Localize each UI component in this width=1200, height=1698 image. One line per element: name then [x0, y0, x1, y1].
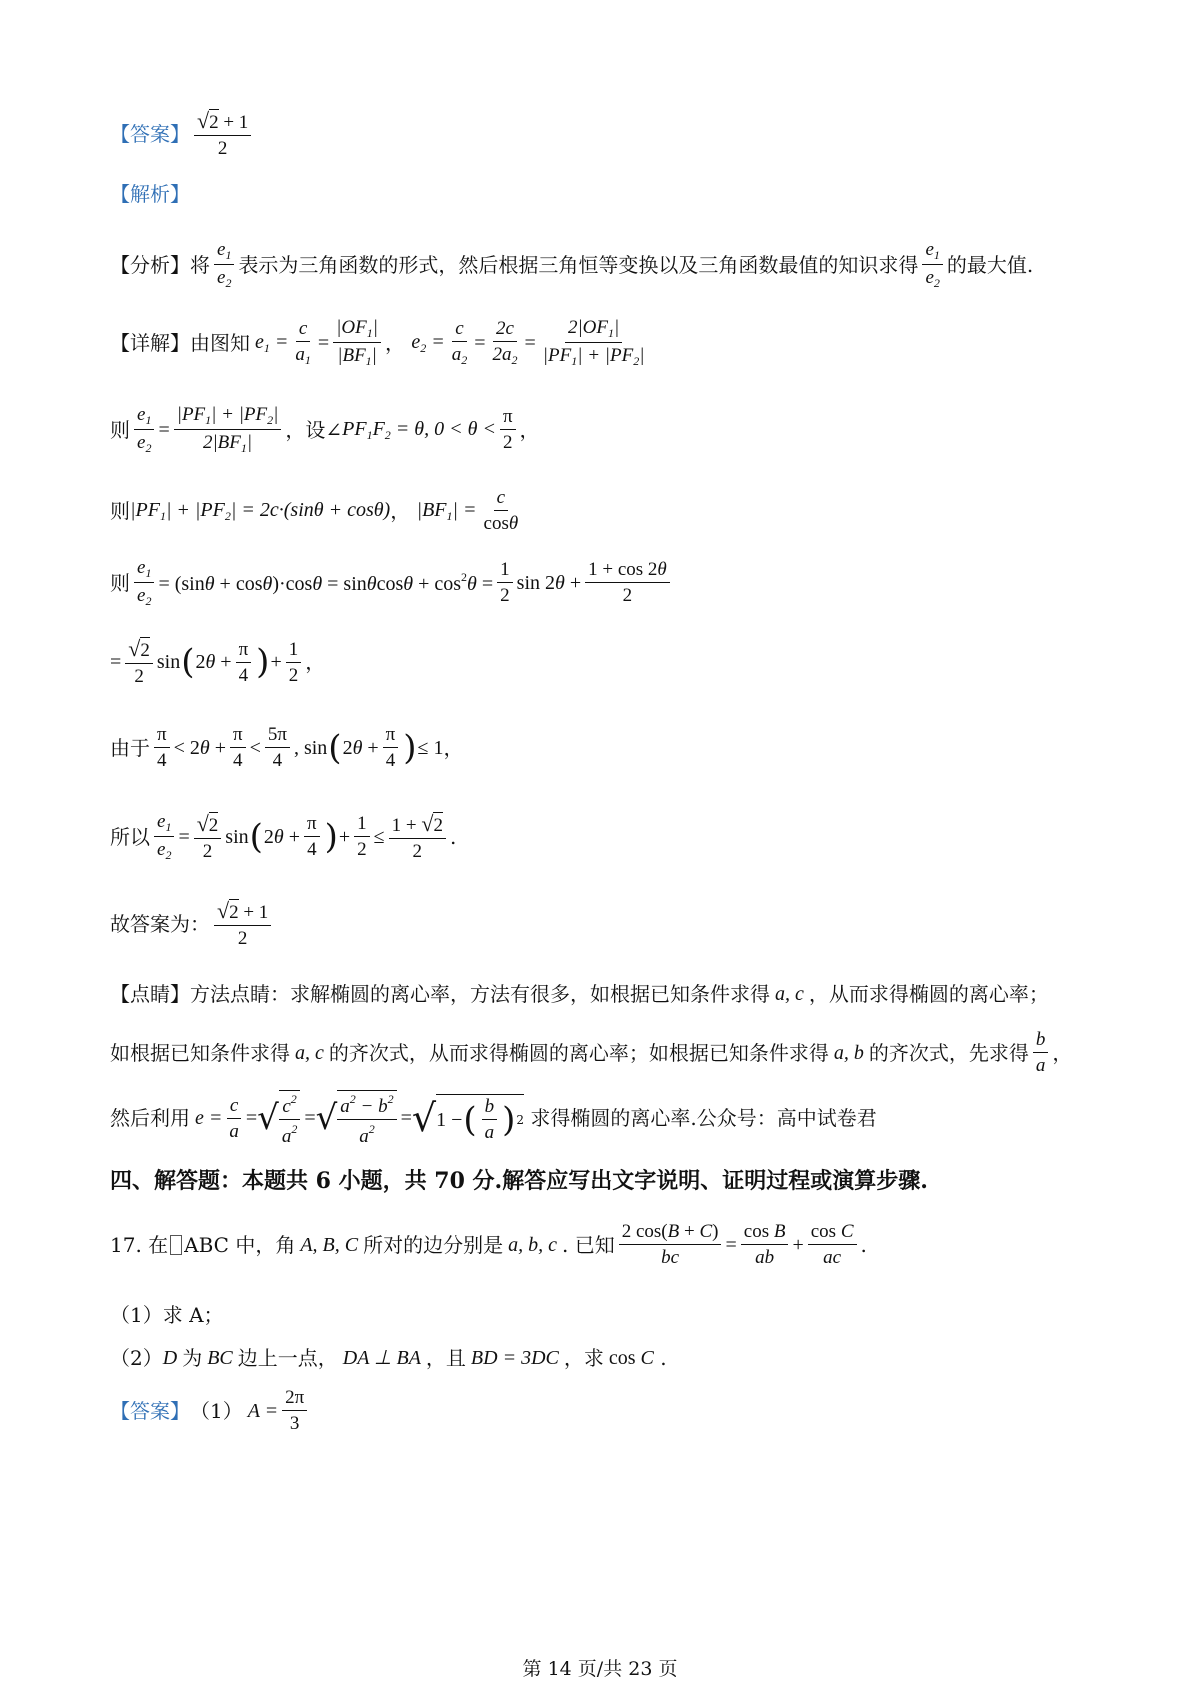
q17-answer: 【答案】 （1） A = $\frac{2\pi}{3}$ — [110, 1388, 311, 1433]
ratio-line: 则 $\frac{e_1}{e_2}$ = $\frac{|PF_1| + |PF_2|}{2|BF_1|}$ ，设∠ $PF_1F_2 = \theta$, 0 < θ < $\frac{\pi}{2}$ ， — [110, 404, 540, 455]
q17-part2: （2） D 为 BC 边上一点， DA ⊥ BA ，且 BD = 3DC ，求 cos C . — [110, 1346, 667, 1370]
triangle-placeholder-icon — [170, 1235, 182, 1255]
expand-line: 则 $\frac{e_1}{e_2}$ = $(\sin\theta + \cos\theta)\cdot\cos\theta = \sin\theta\cos\theta + \cos^2\theta$ = $\frac{1}{2}$ sin 2θ + $\frac{1 + \cos 2\theta}{2}$ — [110, 558, 674, 607]
answer-line — [110, 110, 255, 158]
simplify-line: = $\frac{√2}{2}$ sin ( 2θ + $\frac{\pi}{4}$ ) + $\frac{1}{2}$ ， — [110, 636, 326, 687]
dianjing-line-1: 【点睛】 方法点睛：求解椭圆的离心率，方法有很多，如根据已知条件求得 a, c ，从而求得椭圆的离心率； — [110, 982, 1049, 1006]
dianjing-line-2: 如根据已知条件求得 a, c 的齐次式，从而求得椭圆的离心率；如根据已知条件求得 a, b 的齐次式，先求得 $\frac{b}{a}$ ， — [110, 1029, 1073, 1076]
answer-tag: 【答案】 — [110, 122, 190, 146]
answer-fraction: $\frac{√2 + 1}{2}$ — [194, 110, 251, 158]
xiangjie-line: 【详解】 由图知 $e_1$ = $\frac{c}{a_1}$ = $\frac{|OF_1|}{|BF_1|}$ ， $e_2$ = $\frac{c}{a_2}$ = $\frac{2c}{2a_2}$ = $\frac{2|OF_1|}{|PF_1| + |PF_2|}$ — [110, 317, 645, 368]
final-answer-line: 故答案为： $\frac{√2 + 1}{2}$ — [110, 900, 275, 948]
fenxi-line: 【分析】 将 $\frac{e_1}{e_2}$ 表示为三角函数的形式，然后根据三角恒等变换以及三角函数最值的知识求得 $\frac{e_1}{e_2}$ 的最大值. — [110, 239, 1034, 290]
q17-part1: （1）求 A； — [110, 1303, 224, 1327]
analysis-tag: 【解析】 — [110, 182, 190, 206]
range-line: 由于 $\frac{\pi}{4}$ < 2θ + $\frac{\pi}{4}$ < $\frac{5\pi}{4}$ , sin ( 2θ + $\frac{\pi}{4}$ ) ≤ 1 ， — [110, 724, 464, 771]
conclude-line: 所以 $\frac{e_1}{e_2}$ = $\frac{√2}{2}$ sin ( 2θ + $\frac{\pi}{4}$ ) + $\frac{1}{2}$ ≤ $\frac{1 + √2}{2}$ . — [110, 810, 457, 862]
page-footer: 第 14 页/共 23 页 — [522, 1658, 678, 1680]
dianjing-line-3: 然后利用 e = $\frac{c}{a}$ = √ $\frac{c^2}{a^2}$ = √ $\frac{a^2 - b^2}{a^2}$ = √ 1 − ( $\frac{b}{a}$ ) 2 求得椭圆的离心率.公众号：高中试卷君 — [110, 1092, 877, 1147]
q17-stem: 17. 在 ABC 中，角 A, B, C 所对的边分别是 a, b, c . 已知 $\frac{2 \cos(B + C)}{bc}$ = $\frac{\text{cos B}}{ab}$ + $\frac{\text{cos C}}{ac}$ . — [110, 1221, 867, 1268]
sum-line: 则 $|PF_1| + |PF_2| = 2c\cdot(\sin\theta + \cos\theta)$ ， $|BF_1|$ = $\frac{c}{\cos\theta}$ — [110, 487, 519, 534]
section-heading: 四、解答题：本题共 6 小题，共 70 分.解答应写出文字说明、证明过程或演算步骤. — [110, 1168, 928, 1194]
